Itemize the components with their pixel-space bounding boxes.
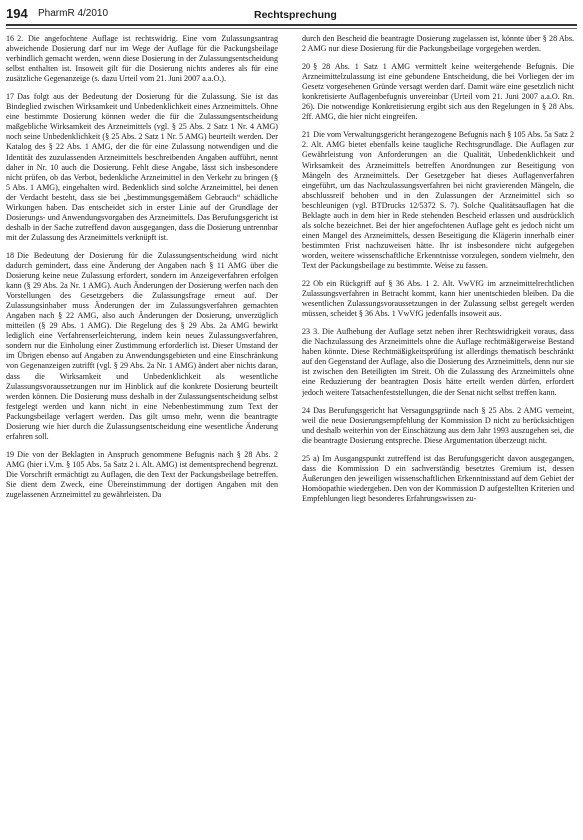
paragraph-text: durch den Bescheid die beantragte Dosierung zugelassen ist, könnte über § 28 Abs. 2 AMG nur diese Dosierung für die Packungsbeilage vorgegeben werden. [302,34,574,54]
paragraph-number: 24 [302,405,311,415]
paragraph-text: § 28 Abs. 1 Satz 1 AMG vermittelt keine weitergehende Befugnis. Die Arzneimittelzulassung ist eine gebundene Entscheidung, die bei Vorliegen der im Gesetz vorgesehenen Gründe versagt werden darf. Damit wäre eine gesetzlich nicht konkretisierte Auflagenbefugnis unvereinbar (Urteil vom 21. Juni 2007 a.a.O. Rn. 26). Die notwendige Konkretisierung ergibt sich aus den Regelungen in § 28 Abs. 2ff. AMG, die hier nicht eingreifen. [302,62,574,122]
paragraph [302,454,574,504]
paragraph-number: 22 [302,279,311,289]
paragraph-number: 17 [6,92,15,102]
paragraph-text: Das folgt aus der Bedeutung der Dosierung für die Zulassung. Sie ist das Bindeglied zwischen Wirksamkeit und Unbedenklichkeit eines Arzneimittels. Ohne eine bestimmte Dosierung können weder die für die Zulassungsentscheidung maßgebliche Wirksamkeit des Arzneimittels (vgl. § 25 Abs. 2 Satz 1 Nr. 4 AMG) noch seine Unbedenklichkeit (§ 25 Abs. 2 Satz 1 Nr. 5 AMG) beurteilt werden. Der Katalog des § 22 Abs. 1 AMG, der die für eine Zulassung notwendigen und die Identität des zuzulassenden Arzneimittels beschreibenden Angaben aufführt, nennt daher in Nr. 10 auch die Dosierung. Fehlt diese Angabe, lässt sich insbesondere nicht prüfen, ob das Verbot, bedenkliche Arzneimittel in den Verkehr zu bringen (§ 5 Abs. 1 AMG), eingehalten wird. Bedenklich sind solche Arzneimittel, bei denen der Verdacht besteht, dass sie bei „bestimmungsgemäßem Gebrauch“ schädliche Wirkungen haben. Das entscheidet sich in erster Linie auf der Grundlage der Dosierungs- und Anwendungsvorgaben des Arzneimittels. Das Berufungsgericht ist deshalb in der Sache zutreffend davon ausgegangen, dass die Dosierung untrennbar mit der Zulassung des Arzneimittels verknüpft ist. [6,92,278,242]
paragraph-number: 20 [302,62,311,72]
paragraph-text: a) Im Ausgangspunkt zutreffend ist das Berufungsgericht davon ausgegangen, dass die Kommission D ein sachverständig besetztes Gremium ist, dessen Äußerungen den jeweiligen wissenschaftlichen Erkenntnisstand auf dem Gebiet der Homöopathie wiedergeben. Den von der Kommission D aufgestellten Kriterien und Empfehlungen liegt besonderes Erfahrungswissen zu- [302,453,574,503]
paragraph-number: 21 [302,130,311,140]
paragraph-text: Die vom Verwaltungsgericht herangezogene Befugnis nach § 105 Abs. 5a Satz 2 2. Alt. AMG bietet ebenfalls keine taugliche Rechtsgrundlage. Die Auflagen zur Gewährleistung von Anforderungen an die Qualität, Unbedenklichkeit und Wirksamkeit des Arzneimittels betreffen Anordnungen zur Beseitigung von Mängeln des Arzneimittels. Der Gesetzgeber hat dieses Auflagenverfahren eingeführt, um das Nachzulassungsverfahren bei nicht gravierenden Mängeln, die abschlussreif behoben und in den Zulassungen der Arzneimittel sich so beschleunigen (vgl. BTDrucks 12/5372 S. 7). Solche Qualitätsauflagen hat die Beklagte auch in dem hier in Rede stehenden Bescheid erlassen und ausdrücklich als solche bezeichnet. Bei der hier angefochtenen Auflage geht es jedoch nicht um einen Mangel des Arzneimittels, dessen Beseitigung die Klägerin innerhalb einer bestimmten Frist nachzuweisen hätte. Ihr ist insbesondere nicht aufgegeben worden, weitere wissenschaftliche Erkenntnisse vorzulegen, sondern vielmehr, den Text der Packungsbeilage zu bestimmte. Weise zu fassen. [302,130,574,270]
paragraph [302,62,574,122]
paragraph [6,251,278,442]
paragraph-number: 25 [302,453,311,463]
paragraph-text: 3. Die Aufhebung der Auflage setzt neben ihrer Rechtswidrigkeit voraus, dass die Nachzulassung des Arzneimittels ohne die Auflage rechtmäßigerweise Bestand haben könnte. Diese Rechtmäßigkeitsprüfung ist allerdings thematisch beschränkt auf den Gegenstand der Auflage, also die Dosierung des Arzneimittels, denn nur sie ist zwischen den Beteiligten im Streit. Ob die Zulassung des Arzneimittels ohne eine Reduzierung der beantragten Dosis hätte erteilt werden dürfen, erfordert jedoch weitere Tatsachenfeststellungen, die der Senat nicht selbst treffen kann. [302,327,574,397]
paragraph [302,406,574,446]
paragraph [302,130,574,271]
paragraph-text: Die Bedeutung der Dosierung für die Zulassungsentscheidung wird nicht dadurch gemindert, dass eine Änderung der Angaben nach § 11 AMG über die Dosierung keine neue Zulassung erfordert, sondern im Anzeigeverfahren erfolgen kann (§ 29 Abs. 2a Nr. 1 AMG). Auch Änderungen der Dosierung werfen nach den Vorstellungen des Gesetzgebers die Zulassungsfrage erneut auf. Der Zulassungsinhaber muss Änderungen der im Zulassungsverfahren gemachten Angaben nach § 22 AMG, also auch Änderungen der Dosierung, unverzüglich mitteilen (§ 29 Abs. 1 AMG). Die Regelung des § 29 Abs. 2a AMG bewirkt lediglich eine Verfahrenserleichterung, indem kein neues Zulassungsverfahren, sondern nur die Einholung einer Zustimmung erforderlich ist. Dieser Umstand der im Übrigen ebenso auf Angaben zu Anwendungsgebieten und eine Einschränkung von Gegenanzeigen zutrifft (vgl. § 29 Abs. 2a Nr. 1 AMG) ändert aber nichts daran, dass die Wirksamkeit und Unbedenklichkeit als wesentliche Zulassungsvoraussetzungen nur im Hinblick auf die konkrete Dosierung beurteilt werden können. Die Dosierung muss deshalb in der Zulassungsentscheidung selbst festgelegt werden und kann nicht in eine Nebenbestimmung zum Text der Packungsbeilage verlagert werden. Das gilt umso mehr, wenn die beantragte Dosierung wie hier durch die Zulassungsentscheidung eine wesentliche Änderung erfahren soll. [6,250,278,441]
paragraph [6,450,278,500]
paragraph-text: Die von der Beklagten in Anspruch genommene Befugnis nach § 28 Abs. 2 AMG (hier i.V.m. § 105 Abs. 5a Satz 2 i. Alt. AMG) ist dementsprechend begrenzt. Die Vorschrift ermächtigt zu Auflagen, die den Text der Packungsbeilage betreffen. Sie dient dem Zweck, eine Übereinstimmung der dortigen Angaben mit den zugelassenen Arzneimittel zu gewährleisten. Da [6,449,278,500]
page-header [6,4,577,30]
left-column [6,34,278,834]
paragraph-text: 2. Die angefochtene Auflage ist rechtswidrig. Eine vom Zulassungsantrag abweichende Dosierung darf nur im Wege der Auflage für die Packungsbeilage verbindlich gemacht werden, wenn diese Dosierung in der Zulassungsentscheidung selbst enthalten ist. Insoweit gilt für die Dosierung nichts anderes als für eine zusätzliche Gegenanzeige (s. dazu Urteil vom 21. Juni 2007 a.a.O.). [6,34,278,84]
paragraph [302,34,574,54]
paragraph-text: Ob ein Rückgriff auf § 36 Abs. 1 2. Alt. VwVfG im arzneimittelrechtlichen Zulassungsverfahren in Betracht kommt, kann hier unentschieden bleiben. Da die wesentlichen Zulassungsvoraussetzungen in der Zulassung selbst geregelt werden müssen, scheidet § 36 Abs. 1 VwVfG jedenfalls insoweit aus. [302,279,574,319]
paragraph [302,327,574,397]
header-rule [6,24,577,26]
section-title: Rechtsprechung [254,9,337,21]
journal-name: PharmR 4/2010 [38,8,109,19]
page-number: 194 [6,6,28,21]
paragraph-number: 19 [6,449,15,459]
paragraph-number: 18 [6,250,15,260]
header-rule-thin [6,28,577,29]
paragraph-number: 23 [302,327,311,337]
right-column [302,34,574,834]
paragraph [302,279,574,319]
paragraph-text: Das Berufungsgericht hat Versagungsgründe nach § 25 Abs. 2 AMG verneint, weil die neue Dosierungsempfehlung der Kommission D nicht zu berücksichtigen und deshalb weiterhin von der Einschätzung aus dem Jahr 1993 auszugehen sei, die die beantragte Dosierung entspreche. Diese Argumentation überzeugt nicht. [302,405,574,445]
paragraph [6,92,278,243]
paragraph-number: 16 [6,34,15,43]
paragraph [6,34,278,84]
